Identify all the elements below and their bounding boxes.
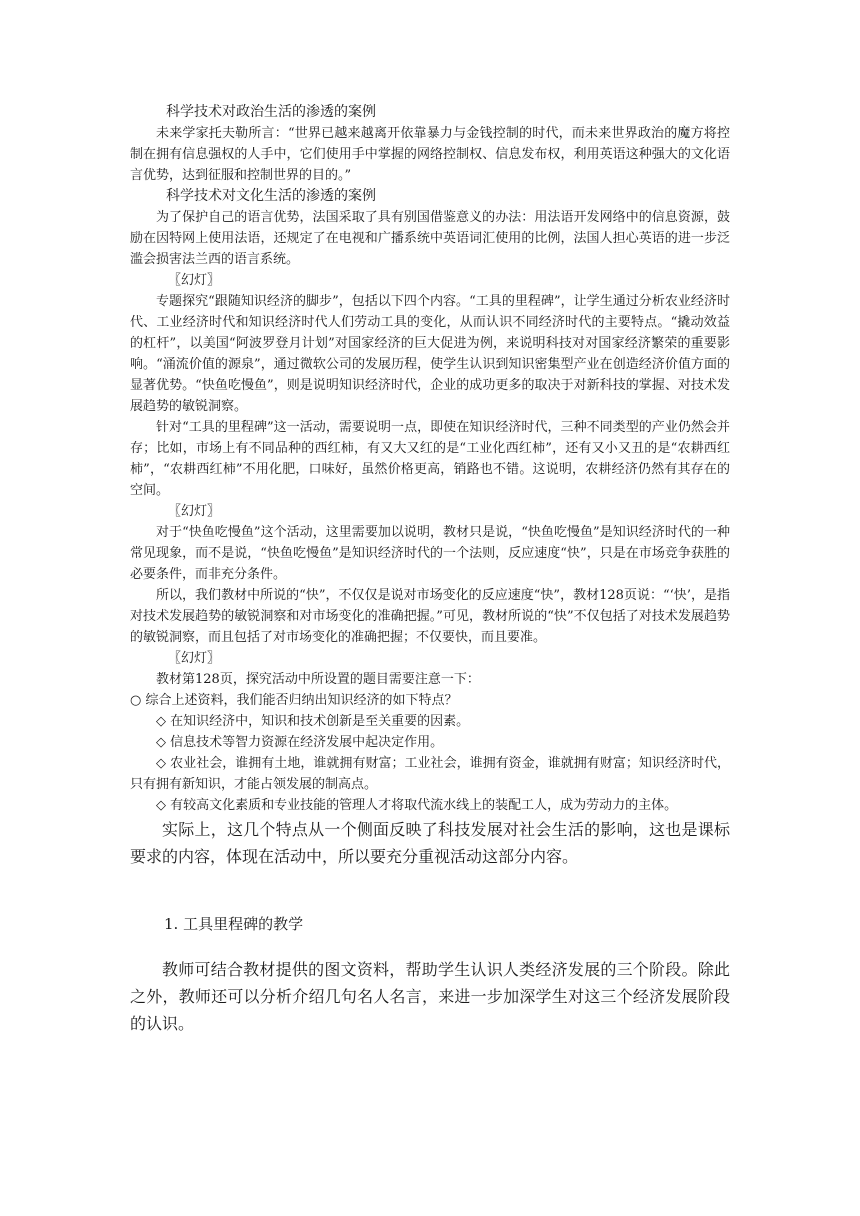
- heading-politics-case: 科学技术对政治生活的渗透的案例: [166, 104, 376, 120]
- spacer: [130, 936, 730, 956]
- list-item: ◇ 信息技术等智力资源在经济发展中起决定作用。: [156, 735, 444, 750]
- list-item: ◇ 有较高文化素质和专业技能的管理人才将取代流水线上的装配工人，成为劳动力的主体。: [156, 798, 678, 813]
- document-body: [130, 102, 730, 1037]
- paragraph-tool-milestone: 针对“工具的里程碑”这一活动，需要说明一点，即使在知识经济时代，三种不同类型的产业仍然会并存；比如，市场上有不同品种的西红柿，有又大又红的是“工业化西红柿”，还有又小又丑的是“农耕西红柿”，“农耕西红柿”不用化肥，口味好，虽然价格更高，销路也不错。这说明，农耕经济仍然有其存在的空间。: [130, 420, 730, 498]
- list-item-question: ○ 综合上述资料，我们能否归纳出知识经济的如下特点？: [130, 693, 458, 708]
- spacer: [130, 870, 730, 912]
- paragraph-teaching: 教师可结合教材提供的图文资料，帮助学生认识人类经济发展的三个阶段。除此之外，教师还可以分析介绍几句名人名言，来进一步加深学生对这三个经济发展阶段的认识。: [130, 960, 730, 1033]
- paragraph-french-language: 为了保护自己的语言优势，法国采取了具有别国借鉴意义的办法：用法语开发网络中的信息资源，鼓励在因特网上使用法语，还规定了在电视和广播系统中英语词汇使用的比例，法国人担心英语的进一步泛滥会损害法兰西的语言系统。: [130, 210, 730, 267]
- slide-marker: 〖幻灯〗: [168, 504, 221, 519]
- list-item: ◇ 在知识经济中，知识和技术创新是至关重要的因素。: [156, 714, 470, 729]
- slide-marker: 〖幻灯〗: [168, 273, 221, 288]
- paragraph-toffler-quote: 未来学家托夫勒所言：“世界已越来越离开依靠暴力与金钱控制的时代，而未来世界政治的魔方将控制在拥有信息强权的人手中，它们使用手中掌握的网络控制权、信息发布权，利用英语这种强大的文化语言优势，达到征服和控制世界的目的。”: [130, 126, 730, 183]
- slide-marker: 〖幻灯〗: [168, 651, 221, 666]
- paragraph-summary: 实际上，这几个特点从一个侧面反映了科技发展对社会生活的影响，这也是课标要求的内容，体现在活动中，所以要充分重视活动这部分内容。: [130, 820, 730, 866]
- paragraph-fast-meaning: 所以，我们教材中所说的“快”，不仅仅是说对市场变化的反应速度“快”，教材128页说：“‘快’，是指对技术发展趋势的敏锐洞察和对市场变化的准确把握。”可见，教材所说的“快”不仅包括了对技术发展趋势的敏锐洞察，而且包括了对市场变化的准确把握；不仅要快，而且要准。: [130, 588, 730, 645]
- paragraph-page128: 教材第128页，探究活动中所设置的题目需要注意一下：: [156, 672, 480, 687]
- heading-culture-case: 科学技术对文化生活的渗透的案例: [166, 188, 376, 204]
- list-item: ◇ 农业社会，谁拥有土地，谁就拥有财富；工业社会，谁拥有资金，谁就拥有财富；知识经济时代，只有拥有新知识，才能占领发展的制高点。: [130, 756, 730, 792]
- paragraph-fast-fish: 对于“快鱼吃慢鱼”这个活动，这里需要加以说明，教材只是说，“快鱼吃慢鱼”是知识经济时代的一种常见现象，而不是说，“快鱼吃慢鱼”是知识经济时代的一个法则，反应速度“快”，只是在市场竞争获胜的必要条件，而非充分条件。: [130, 525, 730, 582]
- section-heading: 1. 工具里程碑的教学: [164, 915, 304, 933]
- paragraph-topic-inquiry: 专题探究“跟随知识经济的脚步”，包括以下四个内容。“工具的里程碑”，让学生通过分析农业经济时代、工业经济时代和知识经济时代人们劳动工具的变化，从而认识不同经济时代的主要特点。“撬动效益的杠杆”，以美国“阿波罗登月计划”对国家经济的巨大促进为例，来说明科技对对国家经济繁荣的重要影响。“涌流价值的源泉”，通过微软公司的发展历程，使学生认识到知识密集型产业在创造经济价值方面的显著优势。“快鱼吃慢鱼”，则是说明知识经济时代，企业的成功更多的取决于对新科技的掌握、对技术发展趋势的敏锐洞察。: [130, 294, 730, 414]
